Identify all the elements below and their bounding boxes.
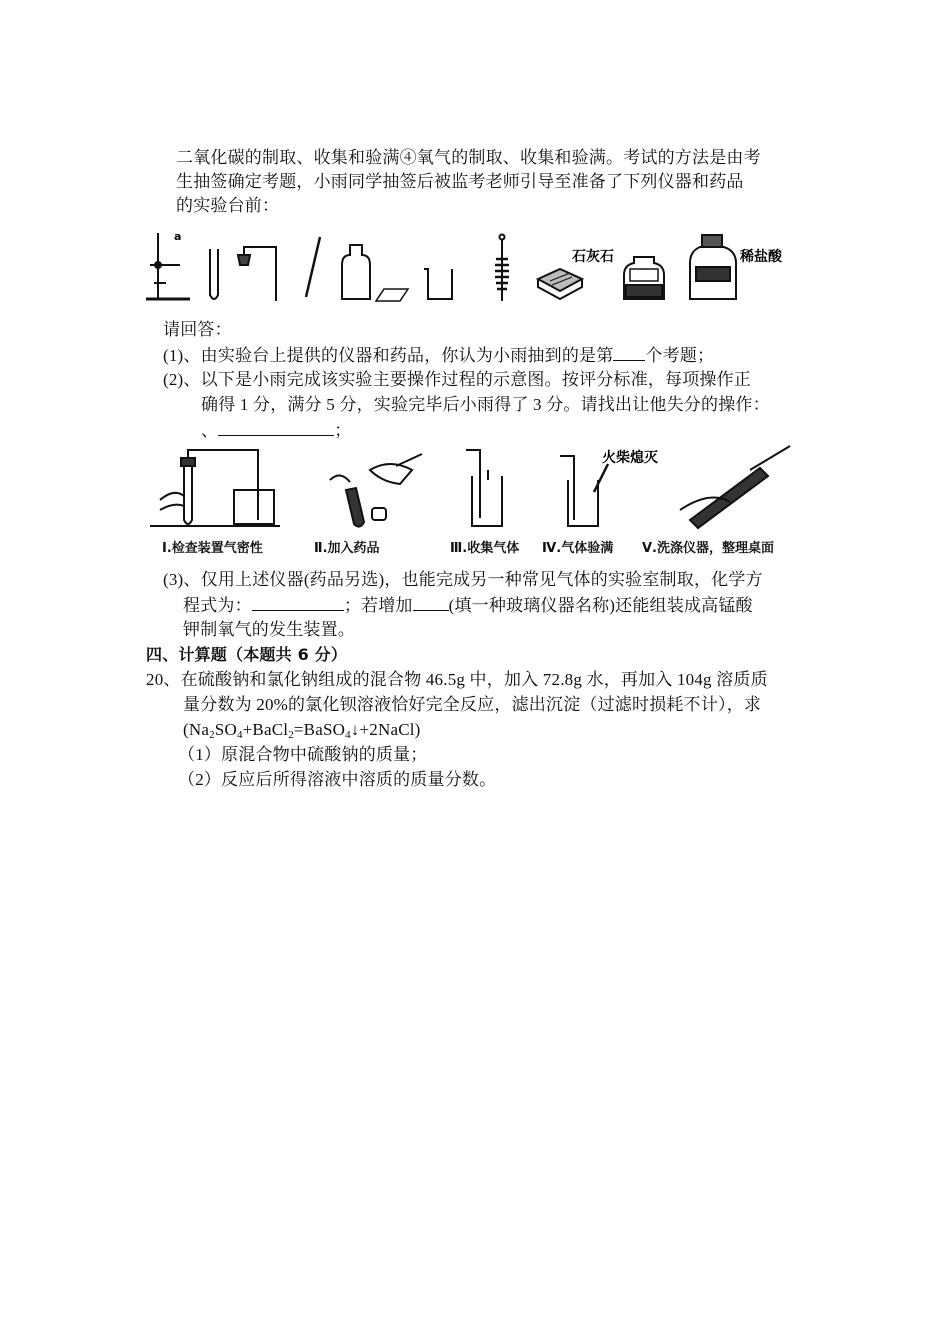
q19-part1-suffix: 个考题； bbox=[645, 346, 715, 365]
iron-stand-icon bbox=[146, 233, 190, 299]
limestone-label: 石灰石 bbox=[572, 249, 614, 265]
answer-blank-2[interactable] bbox=[218, 418, 334, 436]
operations-captions bbox=[150, 536, 810, 558]
airtightness-check-icon bbox=[150, 450, 280, 526]
gas-bottle-icon bbox=[342, 245, 370, 299]
eq-part-e: ↓+2NaCl) bbox=[350, 720, 421, 739]
q19-part2-line2: 确得 1 分，满分 5 分，实验完毕后小雨得了 3 分。请找出让他失分的操作： bbox=[201, 395, 770, 414]
q19-part3-line2 bbox=[183, 593, 753, 618]
q19-part2-separator: 、 bbox=[201, 421, 219, 440]
q20-line-2: 量分数为 20%的氯化钡溶液恰好完全反应，滤出沉淀（过滤时损耗不计），求 bbox=[183, 695, 762, 714]
intro-line-3: 的实验台前： bbox=[176, 196, 280, 215]
q20-line-1: 20、在硫酸钠和氯化钠组成的混合物 46.5g 中，加入 72.8g 水，再加入 104g 溶质质 bbox=[146, 670, 768, 689]
intro-line-1: 二氧化碳的制取、收集和验满④氧气的制取、收集和验满。考试的方法是由考 bbox=[176, 148, 761, 167]
q19-part2-line1: (2)、以下是小雨完成该实验主要操作过程的示意图。按评分标准，每项操作正 bbox=[163, 370, 752, 389]
operations-drawing bbox=[150, 440, 810, 536]
intro-line-2: 生抽签确定考题，小雨同学抽签后被监考老师引导至准备了下列仪器和药品 bbox=[176, 172, 744, 191]
acid-label: 稀盐酸 bbox=[740, 249, 782, 265]
q19-part2-end: ； bbox=[334, 421, 352, 440]
caption-4: Ⅳ.气体验满 bbox=[542, 541, 614, 556]
answer-blank-1[interactable] bbox=[613, 343, 645, 361]
q19-part1 bbox=[163, 343, 714, 368]
q19-part1-text: (1)、由实验台上提供的仪器和药品，你认为小雨抽到的是第 bbox=[163, 346, 614, 365]
eq-part-c: +BaCl bbox=[242, 720, 289, 739]
matchbox-icon bbox=[538, 269, 582, 299]
washing-instruments-icon bbox=[680, 446, 790, 528]
q19-part3-text-a: 程式为： bbox=[183, 596, 252, 615]
q20-subquestion-2: （2）反应后所得溶液中溶质的质量分数。 bbox=[178, 770, 497, 789]
test-tube-brush-icon bbox=[495, 235, 509, 302]
q20-equation bbox=[183, 718, 421, 742]
test-tube-icon bbox=[210, 249, 218, 299]
eq-sub-1: 2 bbox=[209, 729, 215, 741]
eq-sub-4: 4 bbox=[345, 729, 351, 741]
q19-part3-line3: 钾制氧气的发生装置。 bbox=[183, 620, 355, 639]
caption-1: Ⅰ.检查装置气密性 bbox=[162, 541, 263, 556]
caption-2: Ⅱ.加入药品 bbox=[314, 541, 380, 556]
q19-prompt: 请回答： bbox=[163, 320, 232, 339]
fire-out-label: 火柴熄灭 bbox=[602, 450, 658, 466]
eq-part-b: SO bbox=[214, 720, 237, 739]
eq-part-d: =BaSO bbox=[293, 720, 346, 739]
adding-reagent-icon bbox=[330, 454, 422, 527]
beaker-icon bbox=[424, 269, 452, 299]
operations-figure bbox=[150, 440, 810, 560]
q19-part3-line1: (3)、仅用上述仪器(药品另选)，也能完成另一种常见气体的实验室制取，化学方 bbox=[163, 570, 763, 589]
section-heading: 四、计算题（本题共 6 分） bbox=[146, 645, 348, 664]
caption-5: Ⅴ.洗涤仪器，整理桌面 bbox=[642, 541, 774, 556]
q19-part3-text-c: (填一种玻璃仪器名称)还能组装成高锰酸 bbox=[448, 596, 753, 615]
delivery-tube-icon bbox=[238, 247, 276, 301]
acid-bottle-icon bbox=[690, 235, 736, 299]
eq-sub-3: 2 bbox=[288, 729, 294, 741]
stand-label: a bbox=[174, 230, 182, 243]
q19-part3-text-b: ；若增加 bbox=[343, 596, 413, 615]
apparatus-figure bbox=[140, 225, 800, 307]
eq-sub-2: 4 bbox=[236, 729, 243, 741]
q20-subquestion-1: （1）原混合物中硫酸钠的质量； bbox=[178, 745, 428, 764]
collecting-gas-icon bbox=[466, 450, 502, 526]
answer-blank-3[interactable] bbox=[252, 593, 344, 611]
dropper-icon bbox=[306, 237, 320, 297]
caption-3: Ⅲ.收集气体 bbox=[450, 541, 520, 556]
limestone-jar-icon bbox=[624, 257, 664, 299]
glass-plate-icon bbox=[376, 289, 408, 301]
eq-part-a: (Na bbox=[183, 720, 210, 739]
answer-blank-4[interactable] bbox=[413, 593, 449, 611]
gas-full-test-icon bbox=[560, 456, 608, 526]
